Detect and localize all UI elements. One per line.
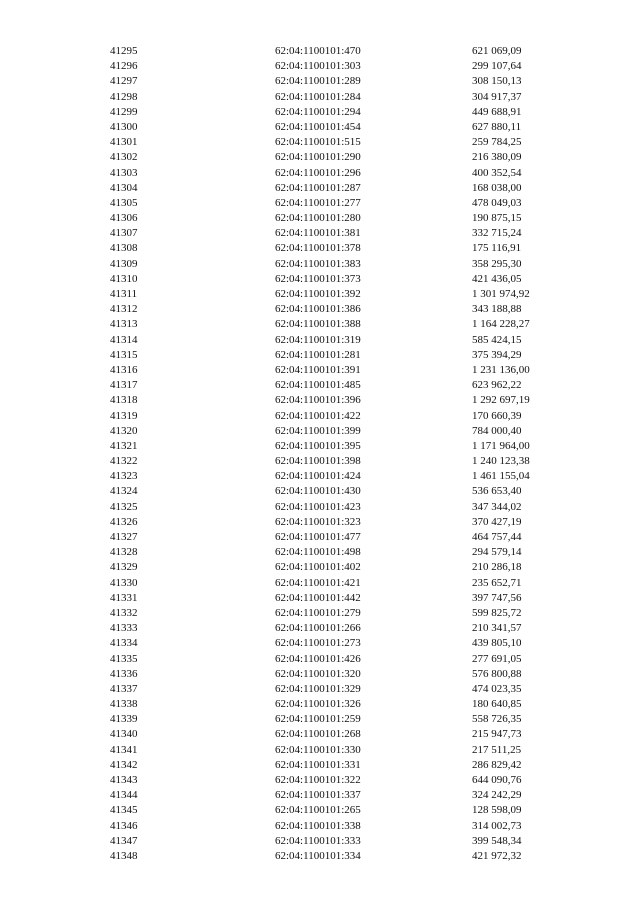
table-row (0, 849, 640, 864)
table-row (0, 484, 640, 499)
table-row (0, 181, 640, 196)
table-row (0, 712, 640, 727)
row-number: 41314 (110, 333, 138, 346)
cadastral-number: 62:04:1100101:381 (275, 227, 361, 240)
cadastral-value: 128 598,09 (472, 804, 522, 817)
cadastral-number: 62:04:1100101:426 (275, 652, 361, 665)
row-number: 41325 (110, 500, 138, 513)
cadastral-value: 286 829,42 (472, 758, 522, 771)
cadastral-value: 400 352,54 (472, 166, 522, 179)
row-number: 41309 (110, 257, 138, 270)
cadastral-number: 62:04:1100101:289 (275, 75, 361, 88)
table-row (0, 378, 640, 393)
row-number: 41310 (110, 272, 138, 285)
table-row (0, 90, 640, 105)
cadastral-number: 62:04:1100101:398 (275, 455, 361, 468)
cadastral-value: 304 917,37 (472, 90, 522, 103)
row-number: 41299 (110, 105, 138, 118)
row-number: 41341 (110, 743, 138, 756)
cadastral-number: 62:04:1100101:323 (275, 515, 361, 528)
cadastral-number: 62:04:1100101:391 (275, 363, 361, 376)
cadastral-number: 62:04:1100101:515 (275, 136, 361, 149)
cadastral-value: 277 691,05 (472, 652, 522, 665)
table-row (0, 727, 640, 742)
cadastral-value: 347 344,02 (472, 500, 522, 513)
cadastral-value: 216 380,09 (472, 151, 522, 164)
cadastral-number: 62:04:1100101:399 (275, 424, 361, 437)
table-row (0, 758, 640, 773)
cadastral-value: 599 825,72 (472, 606, 522, 619)
cadastral-value: 449 688,91 (472, 105, 522, 118)
table-row (0, 515, 640, 530)
table-row (0, 135, 640, 150)
row-number: 41316 (110, 363, 138, 376)
cadastral-number: 62:04:1100101:287 (275, 181, 361, 194)
row-number: 41315 (110, 348, 138, 361)
cadastral-value: 464 757,44 (472, 531, 522, 543)
cadastral-number: 62:04:1100101:395 (275, 439, 361, 452)
row-number: 41319 (110, 409, 138, 422)
table-row (0, 591, 640, 606)
cadastral-value: 623 962,22 (472, 379, 522, 392)
table-row (0, 74, 640, 89)
cadastral-value: 1 231 136,00 (472, 363, 530, 376)
row-number: 41333 (110, 622, 138, 635)
row-number: 41338 (110, 698, 138, 711)
cadastral-value: 215 947,73 (472, 728, 522, 741)
cadastral-number: 62:04:1100101:320 (275, 667, 361, 680)
table-row (0, 241, 640, 256)
table-row (0, 454, 640, 469)
cadastral-number: 62:04:1100101:281 (275, 348, 361, 361)
cadastral-number: 62:04:1100101:396 (275, 394, 361, 407)
table-row (0, 393, 640, 408)
cadastral-number: 62:04:1100101:326 (275, 698, 361, 711)
table-row (0, 606, 640, 621)
table-row (0, 424, 640, 439)
cadastral-number: 62:04:1100101:296 (275, 166, 361, 179)
table-row (0, 545, 640, 560)
cadastral-value: 576 800,88 (472, 667, 522, 680)
table-row (0, 409, 640, 424)
table-row (0, 150, 640, 165)
cadastral-number: 62:04:1100101:259 (275, 713, 361, 726)
table-row (0, 652, 640, 667)
cadastral-number: 62:04:1100101:454 (275, 120, 361, 133)
cadastral-number: 62:04:1100101:273 (275, 637, 361, 650)
row-number: 41295 (110, 45, 138, 57)
cadastral-number: 62:04:1100101:329 (275, 682, 361, 695)
cadastral-number: 62:04:1100101:290 (275, 151, 361, 164)
row-number: 41342 (110, 758, 138, 771)
cadastral-value: 478 049,03 (472, 196, 522, 209)
row-number: 41336 (110, 667, 138, 680)
cadastral-number: 62:04:1100101:284 (275, 90, 361, 103)
row-number: 41300 (110, 120, 138, 133)
table-row (0, 469, 640, 484)
row-number: 41331 (110, 591, 138, 604)
cadastral-value: 421 972,32 (472, 849, 522, 862)
cadastral-number: 62:04:1100101:424 (275, 470, 361, 483)
cadastral-value: 180 640,85 (472, 698, 522, 711)
cadastral-value: 168 038,00 (472, 181, 522, 194)
cadastral-value: 1 292 697,19 (472, 394, 530, 407)
cadastral-value: 1 171 964,00 (472, 439, 530, 452)
cadastral-value: 343 188,88 (472, 303, 522, 316)
table-row (0, 166, 640, 181)
cadastral-number: 62:04:1100101:378 (275, 242, 361, 255)
row-number: 41306 (110, 212, 138, 225)
row-number: 41305 (110, 196, 138, 209)
table-row (0, 333, 640, 348)
table-row (0, 803, 640, 818)
row-number: 41308 (110, 242, 138, 255)
table-row (0, 500, 640, 515)
cadastral-number: 62:04:1100101:402 (275, 561, 361, 574)
row-number: 41296 (110, 60, 138, 73)
data-table (0, 44, 640, 864)
table-row (0, 819, 640, 834)
row-number: 41326 (110, 515, 138, 528)
row-number: 41313 (110, 318, 138, 331)
table-row (0, 287, 640, 302)
row-number: 41318 (110, 394, 138, 407)
cadastral-value: 1 461 155,04 (472, 470, 530, 483)
cadastral-value: 308 150,13 (472, 75, 522, 88)
cadastral-number: 62:04:1100101:498 (275, 546, 361, 559)
cadastral-number: 62:04:1100101:319 (275, 333, 361, 346)
cadastral-value: 474 023,35 (472, 682, 522, 695)
table-row (0, 576, 640, 591)
cadastral-number: 62:04:1100101:280 (275, 212, 361, 225)
cadastral-value: 1 164 228,27 (472, 318, 530, 331)
row-number: 41329 (110, 561, 138, 574)
cadastral-value: 324 242,29 (472, 789, 522, 802)
cadastral-value: 421 436,05 (472, 272, 522, 285)
cadastral-value: 1 301 974,92 (472, 288, 530, 300)
cadastral-number: 62:04:1100101:266 (275, 622, 361, 635)
row-number: 41335 (110, 652, 138, 665)
row-number: 41343 (110, 774, 138, 786)
cadastral-number: 62:04:1100101:294 (275, 105, 361, 118)
table-row (0, 317, 640, 332)
row-number: 41302 (110, 151, 138, 164)
table-row (0, 44, 640, 59)
row-number: 41297 (110, 75, 138, 88)
cadastral-number: 62:04:1100101:265 (275, 804, 361, 817)
cadastral-number: 62:04:1100101:373 (275, 272, 361, 285)
cadastral-number: 62:04:1100101:277 (275, 196, 361, 209)
row-number: 41330 (110, 576, 138, 589)
cadastral-value: 399 548,34 (472, 834, 522, 847)
cadastral-number: 62:04:1100101:422 (275, 409, 361, 422)
row-number: 41323 (110, 470, 138, 483)
cadastral-value: 314 002,73 (472, 819, 522, 832)
cadastral-number: 62:04:1100101:470 (275, 45, 361, 57)
table-row (0, 636, 640, 651)
cadastral-number: 62:04:1100101:330 (275, 743, 361, 756)
cadastral-value: 299 107,64 (472, 60, 522, 73)
cadastral-value: 439 805,10 (472, 637, 522, 650)
cadastral-number: 62:04:1100101:337 (275, 789, 361, 802)
cadastral-value: 259 784,25 (472, 136, 522, 149)
table-row (0, 363, 640, 378)
row-number: 41317 (110, 379, 138, 392)
cadastral-value: 1 240 123,38 (472, 455, 530, 468)
cadastral-number: 62:04:1100101:485 (275, 379, 361, 392)
table-row (0, 773, 640, 788)
row-number: 41328 (110, 546, 138, 559)
table-row (0, 788, 640, 803)
row-number: 41303 (110, 166, 138, 179)
row-number: 41337 (110, 682, 138, 695)
row-number: 41321 (110, 439, 138, 452)
cadastral-value: 190 875,15 (472, 212, 522, 225)
cadastral-value: 370 427,19 (472, 515, 522, 528)
cadastral-number: 62:04:1100101:331 (275, 758, 361, 771)
cadastral-number: 62:04:1100101:333 (275, 834, 361, 847)
cadastral-number: 62:04:1100101:338 (275, 819, 361, 832)
table-row (0, 834, 640, 849)
cadastral-number: 62:04:1100101:430 (275, 485, 361, 498)
table-row (0, 439, 640, 454)
cadastral-value: 536 653,40 (472, 485, 522, 498)
cadastral-value: 397 747,56 (472, 591, 522, 604)
table-row (0, 621, 640, 636)
table-row (0, 667, 640, 682)
table-row (0, 560, 640, 575)
cadastral-number: 62:04:1100101:334 (275, 849, 361, 862)
table-row (0, 530, 640, 545)
row-number: 41347 (110, 834, 138, 847)
cadastral-number: 62:04:1100101:386 (275, 303, 361, 316)
cadastral-value: 170 660,39 (472, 409, 522, 422)
table-row (0, 120, 640, 135)
table-row (0, 348, 640, 363)
row-number: 41332 (110, 606, 138, 619)
row-number: 41344 (110, 789, 138, 802)
cadastral-number: 62:04:1100101:268 (275, 728, 361, 741)
row-number: 41304 (110, 181, 138, 194)
cadastral-number: 62:04:1100101:303 (275, 60, 361, 73)
row-number: 41307 (110, 227, 138, 240)
cadastral-value: 332 715,24 (472, 227, 522, 240)
row-number: 41301 (110, 136, 138, 149)
cadastral-value: 644 090,76 (472, 774, 522, 786)
row-number: 41320 (110, 424, 138, 437)
row-number: 41339 (110, 713, 138, 726)
row-number: 41334 (110, 637, 138, 650)
cadastral-value: 210 286,18 (472, 561, 522, 574)
cadastral-value: 627 880,11 (472, 120, 522, 133)
cadastral-number: 62:04:1100101:421 (275, 576, 361, 589)
cadastral-value: 294 579,14 (472, 546, 522, 559)
table-row (0, 211, 640, 226)
row-number: 41348 (110, 849, 138, 862)
row-number: 41311 (110, 288, 138, 300)
cadastral-number: 62:04:1100101:423 (275, 500, 361, 513)
row-number: 41346 (110, 819, 138, 832)
cadastral-number: 62:04:1100101:388 (275, 318, 361, 331)
row-number: 41322 (110, 455, 138, 468)
cadastral-value: 784 000,40 (472, 424, 522, 437)
row-number: 41312 (110, 303, 138, 316)
row-number: 41345 (110, 804, 138, 817)
cadastral-value: 210 341,57 (472, 622, 522, 635)
cadastral-number: 62:04:1100101:322 (275, 774, 361, 786)
table-row (0, 697, 640, 712)
cadastral-value: 217 511,25 (472, 743, 522, 756)
cadastral-value: 621 069,09 (472, 45, 522, 57)
cadastral-number: 62:04:1100101:279 (275, 606, 361, 619)
cadastral-value: 358 295,30 (472, 257, 522, 270)
cadastral-value: 235 652,71 (472, 576, 522, 589)
table-row (0, 743, 640, 758)
table-row (0, 682, 640, 697)
cadastral-value: 375 394,29 (472, 348, 522, 361)
table-row (0, 59, 640, 74)
table-row (0, 226, 640, 241)
cadastral-number: 62:04:1100101:442 (275, 591, 361, 604)
row-number: 41340 (110, 728, 138, 741)
cadastral-value: 175 116,91 (472, 242, 522, 255)
cadastral-value: 558 726,35 (472, 713, 522, 726)
row-number: 41327 (110, 531, 138, 543)
table-row (0, 196, 640, 211)
table-row (0, 272, 640, 287)
row-number: 41324 (110, 485, 138, 498)
cadastral-value: 585 424,15 (472, 333, 522, 346)
table-row (0, 105, 640, 120)
table-row (0, 257, 640, 272)
cadastral-number: 62:04:1100101:392 (275, 288, 361, 300)
cadastral-number: 62:04:1100101:383 (275, 257, 361, 270)
row-number: 41298 (110, 90, 138, 103)
cadastral-number: 62:04:1100101:477 (275, 531, 361, 543)
table-row (0, 302, 640, 317)
